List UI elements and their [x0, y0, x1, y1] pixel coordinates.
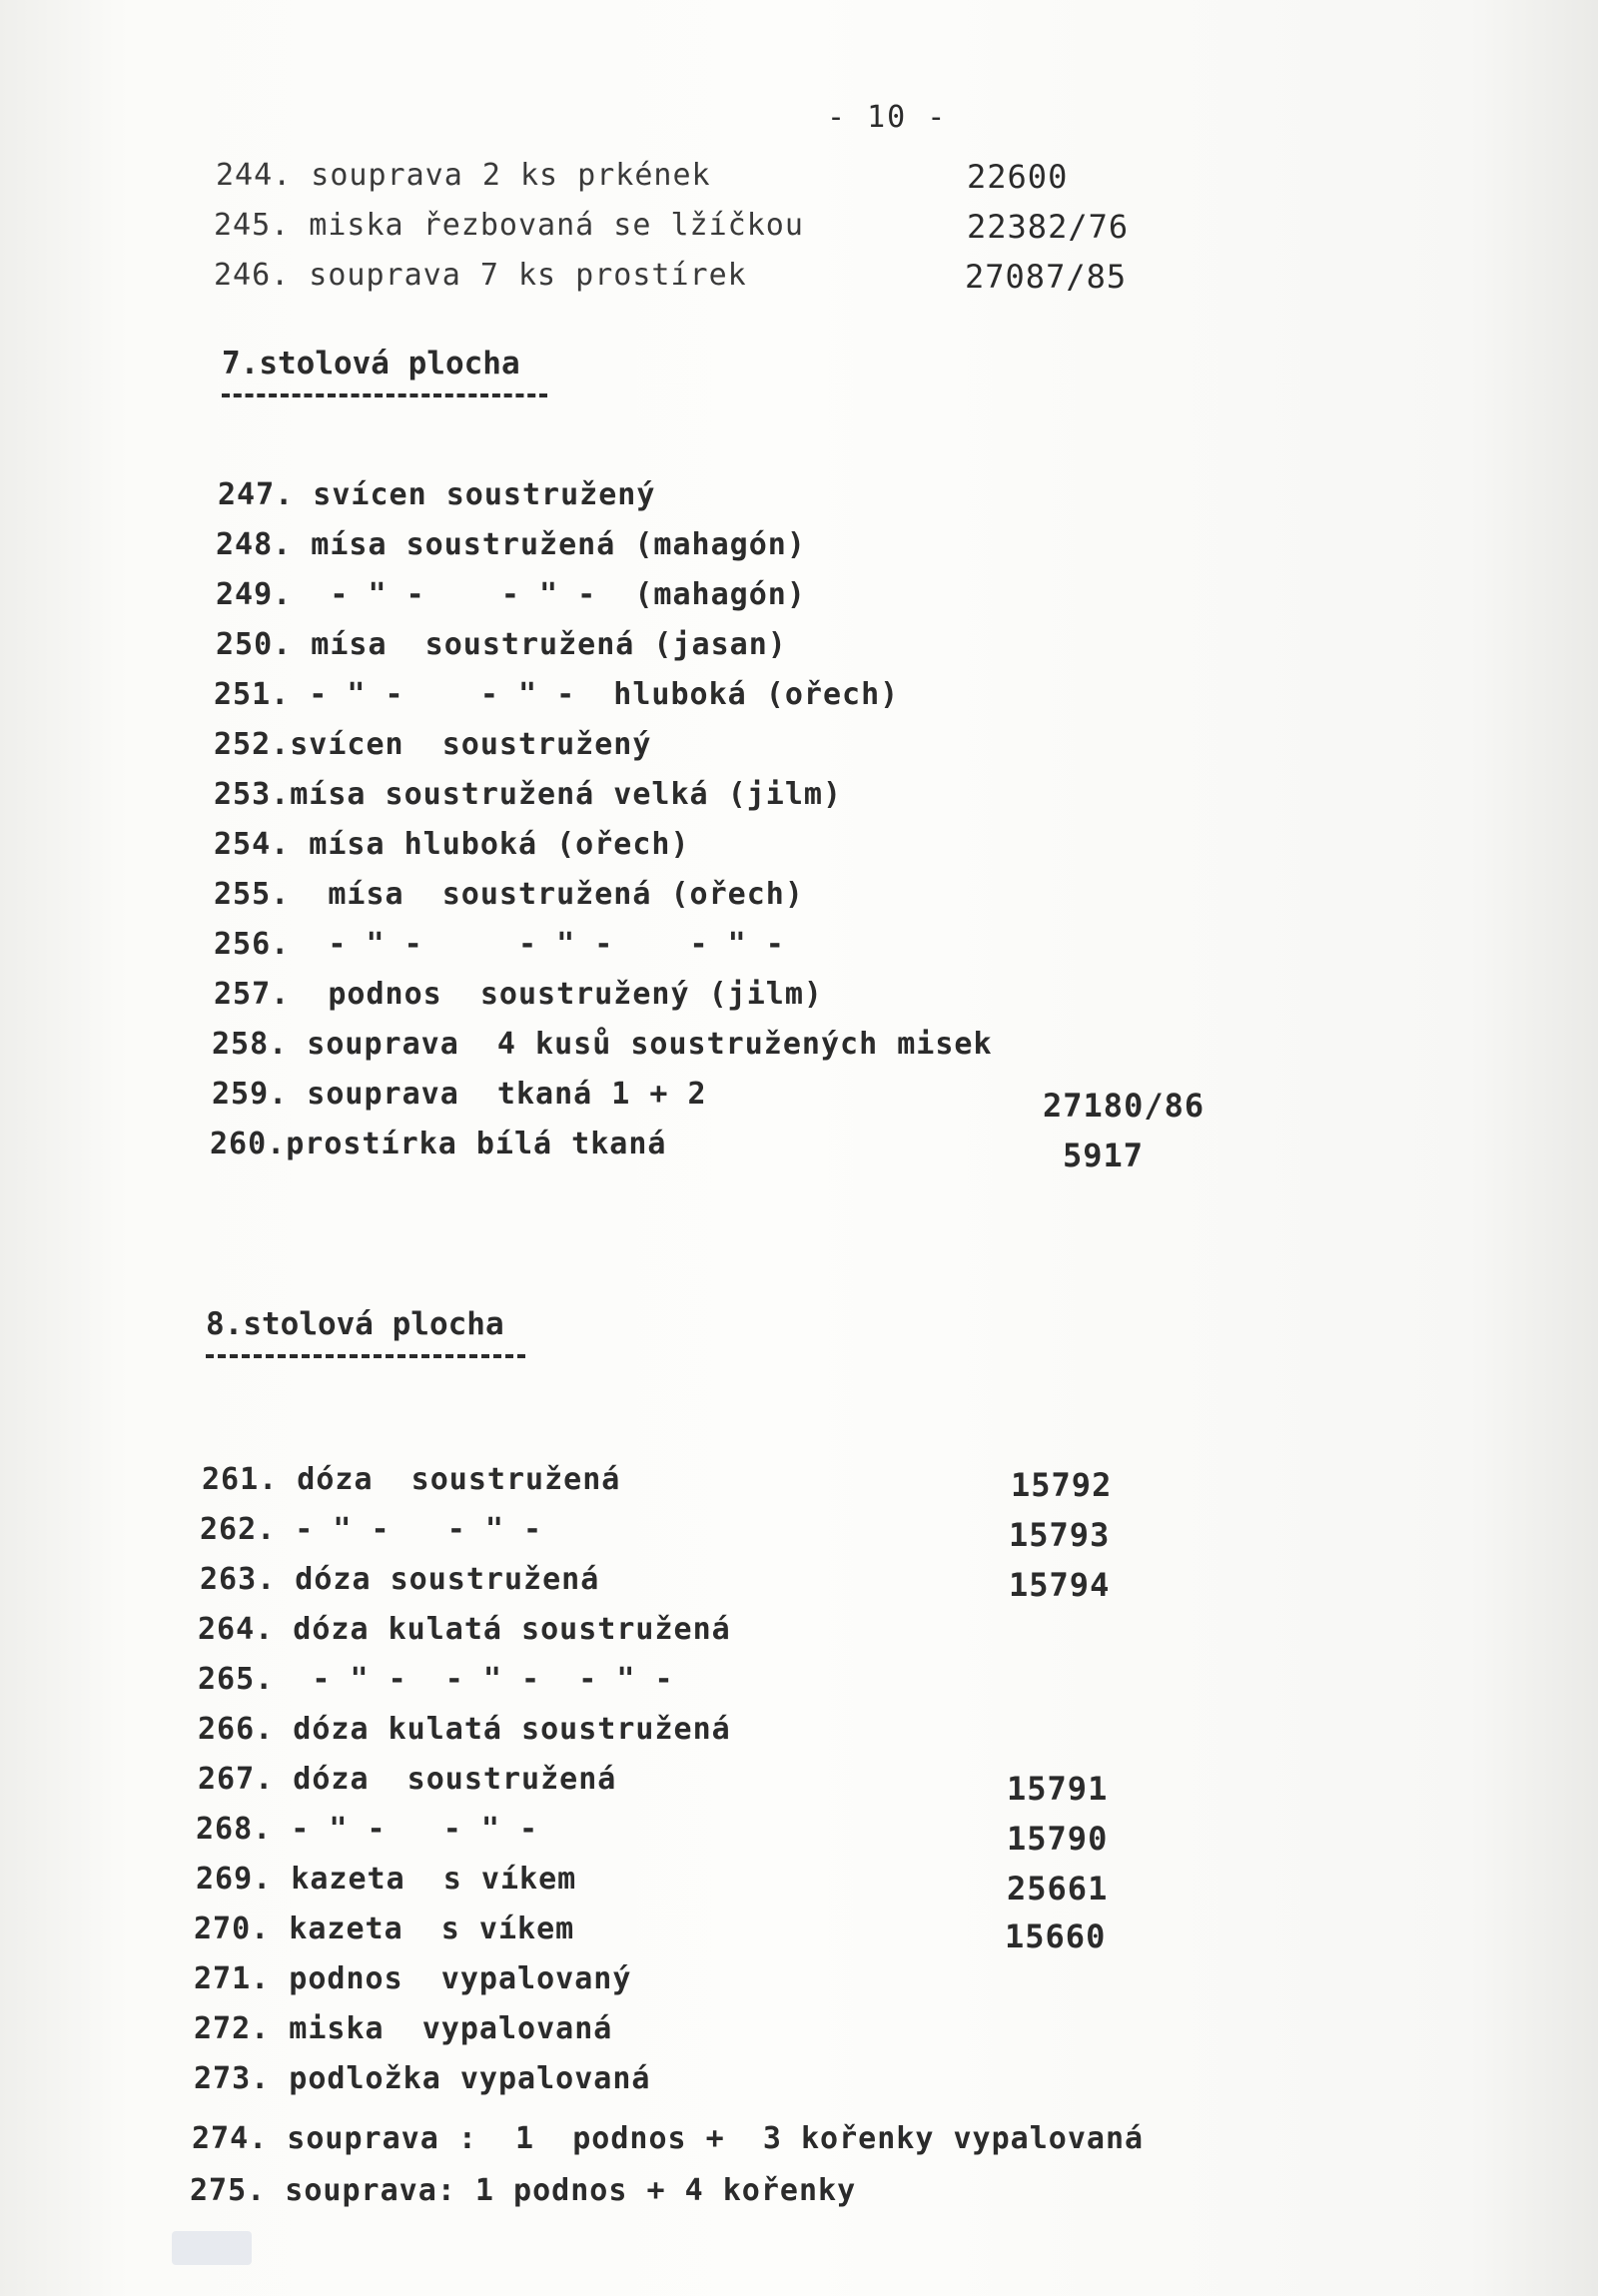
list-item: 274. souprava : 1 podnos + 3 kořenky vypalovaná [192, 2121, 1145, 2156]
list-item: 253.mísa soustružená velká (jilm) [214, 777, 843, 812]
list-item: 262. - " - - " - [200, 1512, 543, 1547]
list-item: 266. dóza kulatá soustružená [198, 1712, 731, 1747]
list-item: 257. podnos soustružený (jilm) [214, 977, 823, 1012]
list-item: 254. mísa hluboká (ořech) [214, 827, 690, 862]
list-item: 246. souprava 7 ks prostírek [214, 258, 747, 293]
list-item: 255. mísa soustružená (ořech) [214, 877, 804, 912]
list-item: 258. souprava 4 kusů soustružených misek [212, 1027, 993, 1062]
item-code: 15792 [1011, 1466, 1113, 1504]
section-heading: 7.stolová plocha [222, 346, 520, 382]
archive-stamp [172, 2231, 252, 2265]
list-item: 260.prostírka bílá tkaná [210, 1127, 667, 1161]
list-item: 275. souprava: 1 podnos + 4 kořenky [190, 2173, 857, 2208]
list-item: 250. mísa soustružená (jasan) [216, 627, 787, 662]
list-item: 271. podnos vypalovaný [194, 1961, 632, 1996]
item-code: 15790 [1007, 1820, 1109, 1858]
item-code: 15660 [1005, 1917, 1107, 1955]
heading-underline [206, 1354, 525, 1358]
list-item: 268. - " - - " - [196, 1812, 539, 1847]
list-item: 272. miska vypalovaná [194, 2011, 613, 2046]
list-item: 273. podložka vypalovaná [194, 2061, 651, 2096]
item-code: 22382/76 [967, 208, 1130, 246]
page-number: - 10 - [827, 100, 948, 135]
item-code: 27180/86 [1043, 1087, 1205, 1125]
list-item: 267. dóza soustružená [198, 1762, 617, 1797]
list-item: 244. souprava 2 ks prkének [216, 158, 711, 193]
list-item: 252.svícen soustružený [214, 727, 652, 762]
item-code: 27087/85 [965, 258, 1128, 296]
item-code: 22600 [967, 158, 1069, 196]
item-code: 5917 [1063, 1137, 1145, 1174]
list-item: 263. dóza soustružená [200, 1562, 600, 1597]
list-item: 247. svícen soustružený [218, 477, 656, 512]
list-item: 248. mísa soustružená (mahagón) [216, 527, 806, 562]
heading-underline [222, 393, 547, 397]
list-item: 265. - " - - " - - " - [198, 1662, 674, 1697]
item-code: 25661 [1007, 1870, 1109, 1908]
list-item: 269. kazeta s víkem [196, 1862, 577, 1897]
list-item: 261. dóza soustružená [202, 1462, 621, 1497]
list-item: 259. souprava tkaná 1 + 2 [212, 1077, 707, 1112]
item-code: 15793 [1009, 1516, 1111, 1554]
section-heading: 8.stolová plocha [206, 1306, 504, 1342]
list-item: 256. - " - - " - - " - [214, 927, 785, 962]
item-code: 15791 [1007, 1770, 1109, 1808]
item-code: 15794 [1009, 1566, 1111, 1604]
list-item: 249. - " - - " - (mahagón) [216, 577, 806, 612]
list-item: 264. dóza kulatá soustružená [198, 1612, 731, 1647]
list-item: 245. miska řezbovaná se lžíčkou [214, 208, 804, 243]
list-item: 270. kazeta s víkem [194, 1912, 575, 1946]
list-item: 251. - " - - " - hluboká (ořech) [214, 677, 900, 712]
